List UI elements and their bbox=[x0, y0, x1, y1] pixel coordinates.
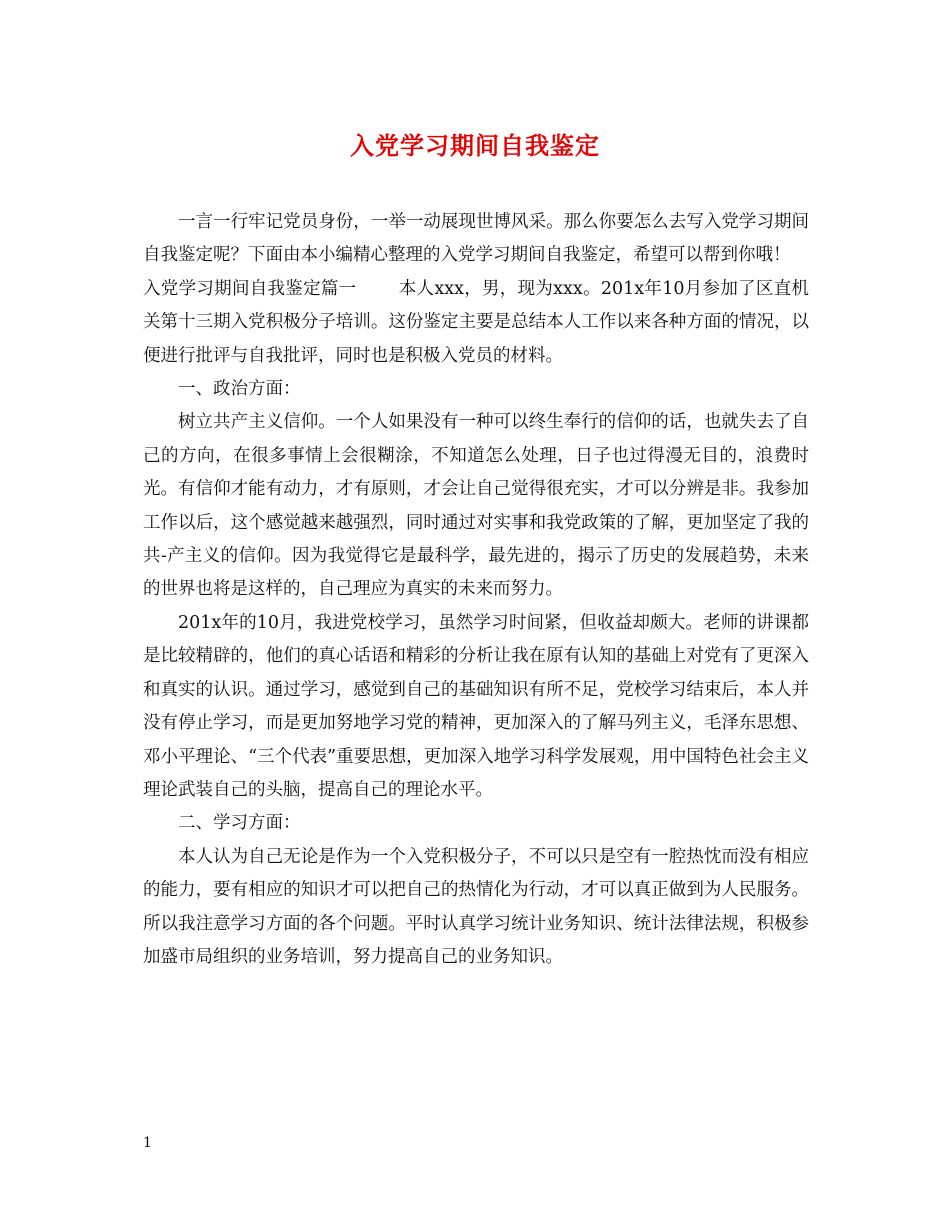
section-one-paragraph bbox=[143, 273, 809, 373]
document-body bbox=[143, 206, 809, 974]
heading-study: 二、学习方面： bbox=[178, 813, 301, 834]
paragraph-politics-2: 201x年的10月，我进党校学习，虽然学习时间紧，但收益却颇大。老师的讲课都是比较精辟的，他们的真心话语和精彩的分析让我在原有认知的基础上对党有了更深入和真实的认识。通过学习，感觉到自己的基础知识有所不足，党校学习结束后，本人并没有停止学习，而是更加努地学习党的精神，更加深入的了解马列主义，毛泽东思想、邓小平理论、“三个代表”重要思想，更加深入地学习科学发展观，用中国特色社会主义理论武装自己的头脑，提高自己的理论水平。 bbox=[143, 612, 809, 800]
paragraph-politics-1: 树立共产主义信仰。一个人如果没有一种可以终生奉行的信仰的话，也就失去了自己的方向，在很多事情上会很糊涂，不知道怎么处理，日子也过得漫无目的，浪费时光。有信仰才能有动力，才有原则，才会让自己觉得很充实，才可以分辨是非。我参加工作以后，这个感觉越来越强烈，同时通过对实事和我党政策的了解，更加坚定了我的共-产主义的信仰。因为我觉得它是最科学，最先进的，揭示了历史的发展趋势，未来的世界也将是这样的，自己理应为真实的未来而努力。 bbox=[143, 412, 809, 600]
section-label: 入党学习期间自我鉴定篇一 bbox=[143, 278, 357, 299]
section-first-paragraph: 本人xxx，男，现为xxx。201x年10月参加了区直机关第十三期入党积极分子培训。这份鉴定主要是总结本人工作以来各种方面的情况，以便进行批评与自我批评，同时也是积极入党员的材料。 bbox=[143, 278, 809, 366]
paragraph-study-1: 本人认为自己无论是作为一个入党积极分子，不可以只是空有一腔热忱而没有相应的能力，要有相应的知识才可以把自己的热情化为行动，才可以真正做到为人民服务。所以我注意学习方面的各个问题。平时认真学习统计业务知识、统计法律法规，积极参加盛市局组织的业务培训，努力提高自己的业务知识。 bbox=[143, 846, 809, 967]
document-title: 入党学习期间自我鉴定 bbox=[350, 131, 600, 160]
heading-politics: 一、政治方面： bbox=[178, 379, 301, 400]
intro-paragraph: 一言一行牢记党员身份，一举一动展现世博风采。那么你要怎么去写入党学习期间自我鉴定呢？下面由本小编精心整理的入党学习期间自我鉴定，希望可以帮到你哦！ bbox=[143, 212, 809, 266]
page-number: 1 bbox=[143, 1135, 152, 1151]
